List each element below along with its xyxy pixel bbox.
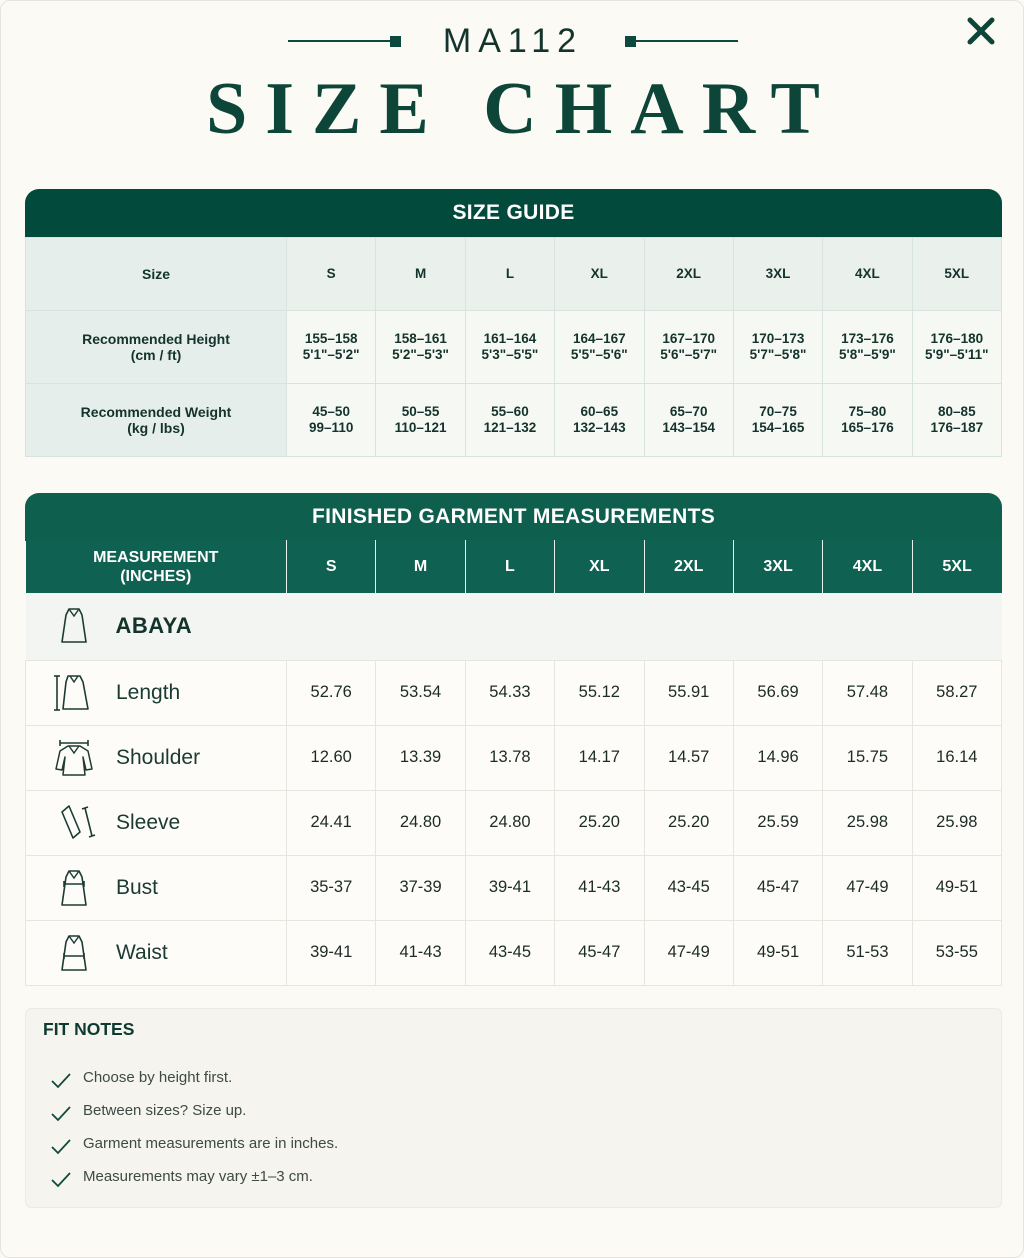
value-cell: 43-45: [465, 920, 554, 985]
left-decorative-line: [288, 36, 401, 47]
size-cell: XL: [555, 238, 644, 311]
value-cell: 41-43: [555, 855, 644, 920]
size-cell: L: [465, 238, 554, 311]
value-cell: 13.39: [376, 725, 465, 790]
category-row: [26, 593, 1002, 660]
value-cell: 53-55: [912, 920, 1001, 985]
measurements-table: [25, 540, 1002, 986]
fit-notes-title: FIT NOTES: [43, 1019, 135, 1039]
value-cell: 49-51: [733, 920, 822, 985]
weight-cell: 70–75 154–165: [733, 384, 822, 457]
value-cell: 14.96: [733, 725, 822, 790]
size-row: [26, 238, 1002, 311]
right-decorative-line: [625, 36, 738, 47]
measurement-column-header: MEASUREMENT (INCHES): [26, 540, 287, 593]
value-cell: 58.27: [912, 660, 1001, 725]
checkmark-icon: [50, 1072, 72, 1090]
row-label-text: Shoulder: [116, 745, 201, 769]
weight-cell: 50–55 110–121: [376, 384, 465, 457]
value-cell: 39-41: [287, 920, 376, 985]
row-label: [26, 855, 287, 920]
size-column-header: M: [376, 540, 465, 593]
size-column-header: L: [465, 540, 554, 593]
size-cell: M: [376, 238, 465, 311]
value-cell: 43-45: [644, 855, 733, 920]
checkmark-icon: [50, 1105, 72, 1123]
weight-cell: 65–70 143–154: [644, 384, 733, 457]
weight-cell: 60–65 132–143: [555, 384, 644, 457]
value-cell: 54.33: [465, 660, 554, 725]
row-label-text: Sleeve: [116, 810, 181, 834]
value-cell: 25.20: [555, 790, 644, 855]
fit-note-text: Choose by height first.: [83, 1069, 233, 1086]
size-cell: 5XL: [912, 238, 1001, 311]
value-cell: 51-53: [823, 920, 912, 985]
size-column-header: 2XL: [644, 540, 733, 593]
height-cell: 167–170 5'6"–5'7": [644, 311, 733, 384]
height-label: Recommended Height (cm / ft): [26, 311, 287, 384]
value-cell: 55.12: [555, 660, 644, 725]
value-cell: 53.54: [376, 660, 465, 725]
value-cell: 24.80: [465, 790, 554, 855]
height-cell: 158–161 5'2"–5'3": [376, 311, 465, 384]
list-item: [50, 1160, 338, 1193]
sleeve-icon: [52, 802, 96, 844]
value-cell: 47-49: [823, 855, 912, 920]
value-cell: 39-41: [465, 855, 554, 920]
table-row: [26, 725, 1002, 790]
value-cell: 56.69: [733, 660, 822, 725]
list-item: [50, 1094, 338, 1127]
height-cell: 155–158 5'1"–5'2": [287, 311, 376, 384]
value-cell: 24.41: [287, 790, 376, 855]
shoulder-icon: [52, 737, 96, 779]
value-cell: 47-49: [644, 920, 733, 985]
value-cell: 25.20: [644, 790, 733, 855]
row-label-text: Length: [116, 680, 181, 704]
value-cell: 45-47: [555, 920, 644, 985]
value-cell: 55.91: [644, 660, 733, 725]
size-label: Size: [26, 238, 287, 311]
size-column-header: 5XL: [912, 540, 1001, 593]
row-label: [26, 790, 287, 855]
size-column-header: 4XL: [823, 540, 912, 593]
row-label: [26, 725, 287, 790]
table-row: [26, 920, 1002, 985]
header: [1, 19, 1024, 151]
fit-notes-list: [50, 1061, 338, 1193]
value-cell: 16.14: [912, 725, 1001, 790]
fit-note-text: Garment measurements are in inches.: [83, 1135, 339, 1152]
size-column-header: 3XL: [733, 540, 822, 593]
weight-cell: 75–80 165–176: [823, 384, 912, 457]
row-label: [26, 660, 287, 725]
weight-cell: 45–50 99–110: [287, 384, 376, 457]
category-name: ABAYA: [115, 613, 193, 639]
height-cell: 170–173 5'7"–5'8": [733, 311, 822, 384]
value-cell: 52.76: [287, 660, 376, 725]
size-column-header: S: [287, 540, 376, 593]
fit-notes-panel: [25, 1008, 1002, 1208]
value-cell: 37-39: [376, 855, 465, 920]
value-cell: 12.60: [287, 725, 376, 790]
size-cell: S: [287, 238, 376, 311]
value-cell: 41-43: [376, 920, 465, 985]
value-cell: 15.75: [823, 725, 912, 790]
value-cell: 25.98: [823, 790, 912, 855]
value-cell: 45-47: [733, 855, 822, 920]
size-guide-table: [25, 237, 1002, 457]
value-cell: 14.57: [644, 725, 733, 790]
row-label-text: Waist: [116, 940, 168, 964]
table-row: [26, 660, 1002, 725]
value-cell: 13.78: [465, 725, 554, 790]
value-cell: 57.48: [823, 660, 912, 725]
model-number: MA112: [442, 21, 584, 60]
value-cell: 24.80: [376, 790, 465, 855]
value-cell: 25.98: [912, 790, 1001, 855]
weight-row: [26, 384, 1002, 457]
height-cell: 176–180 5'9"–5'11": [912, 311, 1001, 384]
checkmark-icon: [50, 1171, 72, 1189]
size-column-header: XL: [555, 540, 644, 593]
table-row: [26, 790, 1002, 855]
measurements-heading: FINISHED GARMENT MEASUREMENTS: [25, 493, 1002, 541]
height-cell: 164–167 5'5"–5'6": [555, 311, 644, 384]
row-label-text: Bust: [116, 875, 159, 899]
height-row: [26, 311, 1002, 384]
weight-cell: 55–60 121–132: [465, 384, 554, 457]
weight-label: Recommended Weight (kg / lbs): [26, 384, 287, 457]
bust-icon: [52, 867, 96, 909]
measurements-header-row: [26, 540, 1002, 593]
value-cell: 14.17: [555, 725, 644, 790]
fit-note-text: Measurements may vary ±1–3 cm.: [83, 1168, 313, 1185]
category-cell: [26, 593, 1002, 660]
value-cell: 49-51: [912, 855, 1001, 920]
list-item: [50, 1061, 338, 1094]
size-guide-heading: SIZE GUIDE: [25, 189, 1002, 237]
checkmark-icon: [50, 1138, 72, 1156]
value-cell: 25.59: [733, 790, 822, 855]
list-item: [50, 1127, 338, 1160]
weight-cell: 80–85 176–187: [912, 384, 1001, 457]
size-cell: 2XL: [644, 238, 733, 311]
abaya-icon: [52, 605, 96, 647]
value-cell: 35-37: [287, 855, 376, 920]
height-cell: 173–176 5'8"–5'9": [823, 311, 912, 384]
table-row: [26, 855, 1002, 920]
waist-icon: [52, 932, 96, 974]
height-cell: 161–164 5'3"–5'5": [465, 311, 554, 384]
page-title: SIZE CHART: [206, 68, 838, 150]
length-icon: [52, 672, 96, 714]
size-cell: 3XL: [733, 238, 822, 311]
fit-note-text: Between sizes? Size up.: [83, 1102, 247, 1119]
size-cell: 4XL: [823, 238, 912, 311]
row-label: [26, 920, 287, 985]
